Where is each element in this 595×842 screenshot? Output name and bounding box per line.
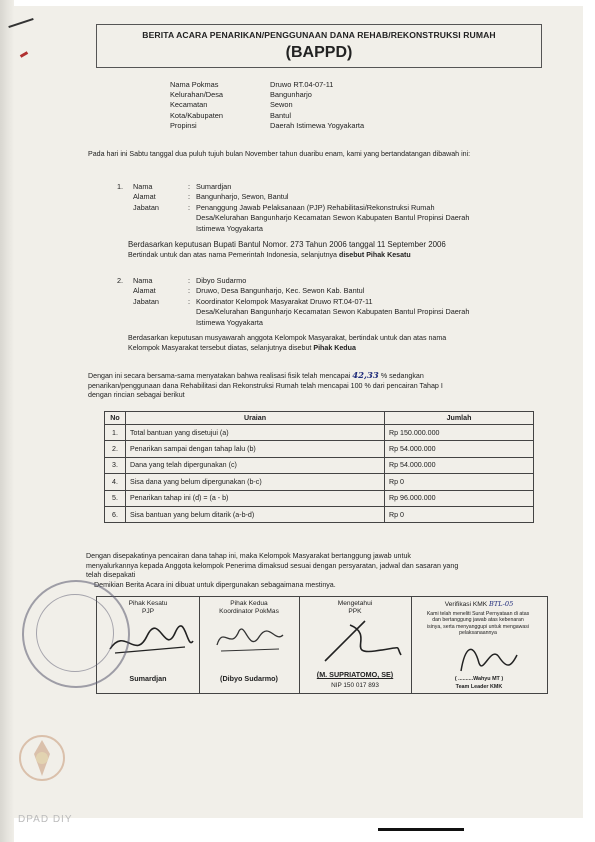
party-position-cont: Desa/Kelurahan Bangunharjo Kecamatan Sewon Kabupaten Bantul Propinsi Daerah — [196, 213, 470, 223]
party-position: Penanggung Jawab Pelaksanaan (PJP) Rehabilitasi/Rekonstruksi Rumah — [196, 202, 435, 212]
row-amount: Rp 54.000.000 — [385, 441, 534, 457]
row-description: Sisa bantuan yang belum ditarik (a-b-d) — [126, 506, 385, 522]
info-block — [170, 80, 364, 131]
realization-paragraph — [88, 372, 536, 401]
signatory-name: Sumardjan — [129, 674, 167, 683]
party-2: 2. Nama : Dibyo Sudarmo Alamat : Druwo, Desa Bangunharjo, Kec. Sewon Kab. Bantul Jabatan : Koordinator Kelompok Masyarakat Druwo RT.04-07-11 Desa/Kelurahan Bangunharjo Kecamatan Sewon Kabupaten Bantul Propinsi Daerah Istimewa Yogyakarta — [117, 276, 537, 328]
funds-table — [104, 411, 534, 523]
party-2-acting: Kelompok Masyarakat tersebut diatas, selanjutnya disebut — [128, 343, 312, 352]
party-label: Alamat — [133, 286, 156, 296]
party-position: Koordinator Kelompok Masyarakat Druwo RT.04-07-11 — [196, 296, 373, 306]
party-label: Alamat — [133, 192, 156, 202]
signature-box — [96, 596, 548, 694]
party-name: Sumardjan — [196, 182, 232, 191]
info-value: Bantul — [270, 110, 291, 120]
row-amount: Rp 150.000.000 — [385, 425, 534, 441]
signatory-name: (Dibyo Sudarmo) — [220, 674, 278, 683]
party-1-acting: Bertindak untuk dan atas nama Pemerintah Indonesia, selanjutnya — [128, 251, 338, 259]
realization-text: Dengan ini secara bersama-sama menyatakan bahwa realisasi fisik telah mencapai — [88, 372, 351, 380]
info-value: Sewon — [270, 100, 293, 110]
realization-text-cont: % sedangkan — [380, 372, 424, 380]
party-label: Nama — [133, 182, 153, 191]
party-number: 2. — [117, 276, 124, 285]
info-key: Nama Pokmas — [170, 80, 219, 89]
table-header: Jumlah — [385, 412, 534, 425]
table-row — [105, 506, 534, 522]
handwritten-code: BTL-05 — [489, 600, 514, 608]
table-header: No — [105, 412, 126, 425]
party-1-designation: disebut Pihak Kesatu — [339, 251, 411, 259]
info-value: Druwo RT.04-07-11 — [270, 80, 334, 89]
party-2-designation: Pihak Kedua — [313, 343, 356, 352]
signature-kmk — [411, 597, 547, 693]
signatory-nip: NIP 150 017 893 — [331, 682, 379, 689]
signatory-name: (M. SUPRIATOMO, SE) — [316, 670, 394, 679]
row-description: Penarikan sampai dengan tahap lalu (b) — [126, 441, 385, 457]
party-2-decision: Berdasarkan keputusan musyawarah anggota Kelompok Masyarakat, bertindak untuk dan atas nama — [128, 334, 447, 342]
row-number: 1. — [105, 425, 126, 441]
realization-text-line3: dengan rincian sebagai berikut — [88, 391, 185, 399]
signature-scribble — [451, 637, 521, 677]
party-number: 1. — [117, 182, 124, 191]
intro-text: Pada hari ini Sabtu tanggal dua puluh tujuh bulan November tahun duaribu enam, kami yang bertandatangan dibawah ini: — [88, 150, 471, 158]
party-position-cont: Istimewa Yogyakarta — [196, 317, 263, 327]
row-amount: Rp 0 — [385, 506, 534, 522]
kmk-role: Team Leader KMK — [455, 684, 503, 690]
signature-ppk — [299, 597, 412, 693]
closing-line: Demikian Berita Acara ini dibuat untuk dipergunakan sebagaimana mestinya. — [94, 580, 336, 589]
watermark: DPAD DIY — [18, 814, 73, 825]
party-position-cont: Istimewa Yogyakarta — [196, 223, 263, 233]
signature-scribble — [305, 615, 405, 665]
info-key: Kelurahan/Desa — [170, 90, 224, 100]
party-label: Nama — [133, 276, 153, 285]
title-box — [96, 24, 542, 68]
signature-party-2 — [199, 597, 300, 693]
edge-mark — [378, 828, 464, 831]
closing-paragraph — [86, 552, 536, 590]
signature-heading: Pihak Kesatu — [128, 600, 168, 607]
archive-logo-icon — [18, 730, 66, 788]
row-amount: Rp 54.000.000 — [385, 457, 534, 473]
page-shadow — [0, 0, 14, 842]
party-label: Jabatan — [133, 202, 159, 212]
signature-role: PPK — [348, 608, 362, 615]
row-description: Sisa dana yang belum dipergunakan (b-c) — [126, 474, 385, 490]
table-row — [105, 490, 534, 506]
kmk-name: ( ..........Wahyu MT ) — [454, 676, 504, 682]
party-address: Druwo, Desa Bangunharjo, Kec. Sewon Kab. Bantul — [196, 286, 365, 296]
party-position-cont: Desa/Kelurahan Bangunharjo Kecamatan Sewon Kabupaten Bantul Propinsi Daerah — [196, 307, 470, 317]
party-1-decree: Berdasarkan keputusan Bupati Bantul Nomor. 273 Tahun 2006 tanggal 11 September 2006 — [128, 240, 446, 249]
signature-role: PJP — [141, 608, 155, 615]
closing-line: menyalurkannya kepada Anggota kelompok Penerima dimaksud sesuai dengan persyaratan, jadwal dan sasaran yang — [86, 561, 459, 570]
row-number: 4. — [105, 474, 126, 490]
intro-paragraph — [88, 150, 536, 160]
document-subtitle: (BAPPD) — [285, 44, 353, 61]
row-amount: Rp 0 — [385, 474, 534, 490]
info-key: Kota/Kabupaten — [170, 110, 224, 120]
verification-heading: Verifikasi KMK — [444, 601, 488, 608]
verification-text: Kami telah meneliti Surat Pernyataan di atas dan bertanggung jawab atas kebenaran isinya, serta menyanggupi untuk mengawasi pelaksanaannya — [426, 611, 530, 637]
kmk-heading — [411, 600, 547, 609]
row-description: Dana yang telah dipergunakan (c) — [126, 457, 385, 473]
handwritten-percentage: 42,33 — [352, 371, 379, 381]
row-number: 2. — [105, 441, 126, 457]
row-description: Total bantuan yang disetujui (a) — [126, 425, 385, 441]
party-address: Bangunharjo, Sewon, Bantul — [196, 192, 289, 202]
table-row — [105, 441, 534, 457]
table-row — [105, 425, 534, 441]
closing-line: Dengan disepakatinya pencairan dana tahap ini, maka Kelompok Masyarakat bertanggung jawab untuk — [86, 552, 411, 560]
party-2-basis — [128, 334, 532, 353]
document-title: BERITA ACARA PENARIKAN/PENGGUNAAN DANA REHAB/REKONSTRUKSI RUMAH — [142, 30, 496, 40]
party-1-basis — [128, 239, 540, 261]
row-number: 5. — [105, 490, 126, 506]
signature-heading: Pihak Kedua — [230, 600, 268, 607]
info-value: Daerah Istimewa Yogyakarta — [270, 120, 365, 130]
row-amount: Rp 96.000.000 — [385, 490, 534, 506]
table-header: Uraian — [126, 412, 385, 425]
closing-line: telah disepakati — [86, 571, 136, 579]
table-row — [105, 457, 534, 473]
party-label: Jabatan — [133, 296, 159, 306]
party-name: Dibyo Sudarmo — [196, 276, 247, 285]
row-description: Penarikan tahap ini (d) = (a - b) — [126, 490, 385, 506]
signature-scribble — [209, 621, 289, 657]
official-stamp-inner — [36, 594, 114, 672]
info-key: Kecamatan — [170, 100, 208, 110]
info-value: Bangunharjo — [270, 90, 312, 100]
signature-heading: Mengetahui — [337, 600, 373, 607]
info-key: Propinsi — [170, 120, 197, 130]
table-row — [105, 474, 534, 490]
row-number: 3. — [105, 457, 126, 473]
realization-text-line2: penarikan/penggunaan dana Rehabilitasi dan Rekonstruksi Rumah telah mencapai 100 % dari pencairan Tahap I — [88, 381, 443, 390]
party-1: 1. Nama : Sumardjan Alamat : Bangunharjo, Sewon, Bantul Jabatan : Penanggung Jawab Pelaksanaan (PJP) Rehabilitasi/Rekonstruksi Rumah Desa/Kelurahan Bangunharjo Kecamatan Sewon Kabupaten Bantul Propinsi Daerah Istimewa Yogyakarta — [117, 182, 537, 234]
signature-role: Koordinator PokMas — [219, 608, 279, 615]
row-number: 6. — [105, 506, 126, 522]
